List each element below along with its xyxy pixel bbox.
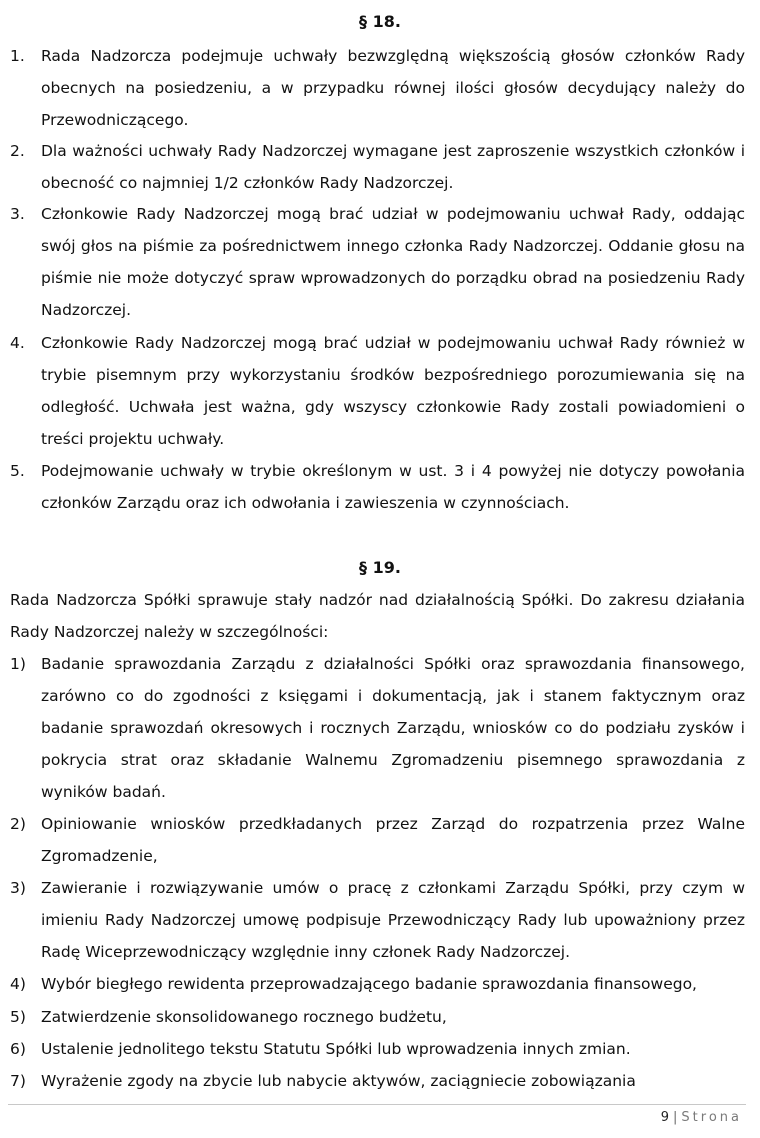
footer-label: Strona bbox=[681, 1110, 742, 1125]
item-number: 2) bbox=[10, 815, 26, 833]
item-number: 1. bbox=[10, 47, 25, 65]
item-text: Opiniowanie wniosków przedkładanych przez Zarząd do rozpatrzenia przez Walne Zgromadzenie, bbox=[41, 815, 745, 865]
item-text: Zawieranie i rozwiązywanie umów o pracę z członkami Zarządu Spółki, przy czym w imieniu Rady Nadzorczej umowę podpisuje Przewodniczący Rady lub upoważniony przez Radę Wiceprzewodniczący względnie inny członek Rady Nadzorczej. bbox=[41, 879, 745, 961]
footer-separator: | bbox=[673, 1110, 678, 1125]
item-text: Zatwierdzenie skonsolidowanego rocznego budżetu, bbox=[41, 1008, 447, 1026]
item-text: Członkowie Rady Nadzorczej mogą brać udział w podejmowaniu uchwał Rady, oddając swój głos na piśmie za pośrednictwem innego członka Rady Nadzorczej. Oddanie głosu na piśmie nie może dotyczyć spraw wprowadzonych do porządku obrad na posiedzeniu Rady Nadzorczej. bbox=[41, 205, 745, 319]
item-text: Członkowie Rady Nadzorczej mogą brać udział w podejmowaniu uchwał Rady również w trybie pisemnym przy wykorzystaniu środków bezpośredniego porozumiewania się na odległość. Uchwała jest ważna, gdy wszyscy członkowie Rady zostali powiadomieni o treści projektu uchwały. bbox=[41, 334, 745, 448]
item-number: 1) bbox=[10, 655, 26, 673]
item-text: Dla ważności uchwały Rady Nadzorczej wymagane jest zaproszenie wszystkich członków i obecność co najmniej 1/2 członków Rady Nadzorczej. bbox=[41, 142, 745, 192]
item-number: 6) bbox=[10, 1040, 26, 1058]
item-text: Rada Nadzorcza podejmuje uchwały bezwzględną większością głosów członków Rady obecnych na posiedzeniu, a w przypadku równej ilości głosów decydujący należy do Przewodniczącego. bbox=[41, 47, 745, 129]
section-19-intro: Rada Nadzorcza Spółki sprawuje stały nadzór nad działalnością Spółki. Do zakresu działania Rady Nadzorczej należy w szczególności: bbox=[10, 591, 745, 641]
section-19-heading: § 19. bbox=[359, 558, 401, 577]
section-18-heading: § 18. bbox=[359, 12, 401, 31]
item-number: 4) bbox=[10, 975, 26, 993]
item-text: Wybór biegłego rewidenta przeprowadzającego badanie sprawozdania finansowego, bbox=[41, 975, 697, 993]
page-footer bbox=[661, 1109, 742, 1127]
item-text: Podejmowanie uchwały w trybie określonym w ust. 3 i 4 powyżej nie dotyczy powołania członków Zarządu oraz ich odwołania i zawieszenia w czynnościach. bbox=[41, 462, 745, 512]
item-text: Badanie sprawozdania Zarządu z działalności Spółki oraz sprawozdania finansowego, zarówno co do zgodności z księgami i dokumentacją, jak i stanem faktycznym oraz badanie sprawozdań okresowych i rocznych Zarządu, wniosków co do podziału zysków i pokrycia strat oraz składanie Walnemu Zgromadzeniu pisemnego sprawozdania z wyników badań. bbox=[41, 655, 745, 801]
item-number: 3) bbox=[10, 879, 26, 897]
page-number: 9 bbox=[660, 1110, 670, 1125]
item-number: 5) bbox=[10, 1008, 26, 1026]
item-number: 2. bbox=[10, 142, 25, 160]
item-text: Ustalenie jednolitego tekstu Statutu Spółki lub wprowadzenia innych zmian. bbox=[41, 1040, 631, 1058]
item-number: 7) bbox=[10, 1072, 26, 1090]
item-number: 5. bbox=[10, 462, 25, 480]
item-number: 3. bbox=[10, 205, 25, 223]
item-text: Wyrażenie zgody na zbycie lub nabycie aktywów, zaciągniecie zobowiązania bbox=[41, 1072, 636, 1090]
item-number: 4. bbox=[10, 334, 25, 352]
footer-divider bbox=[8, 1104, 746, 1105]
